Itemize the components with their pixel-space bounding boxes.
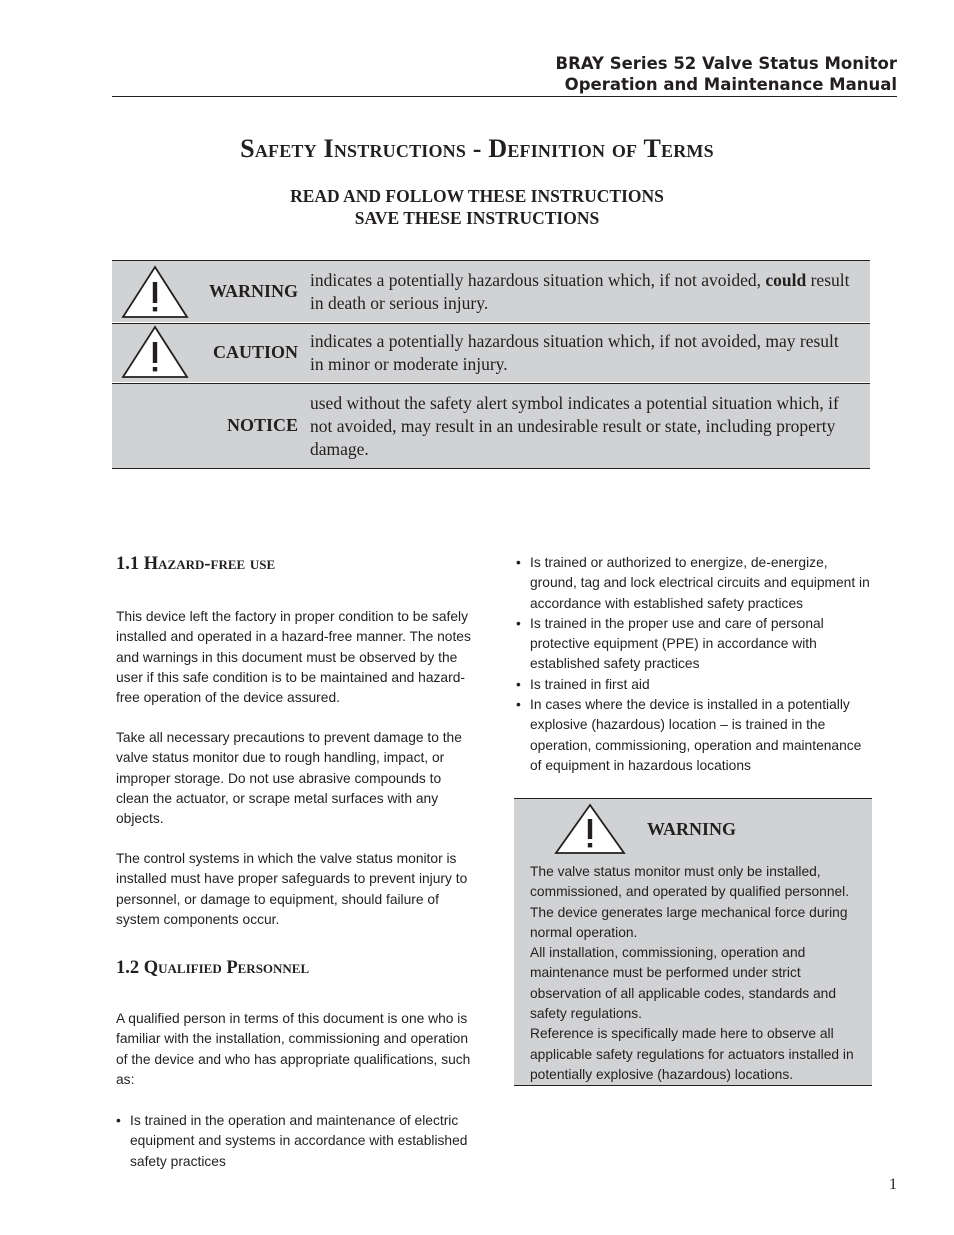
definitions-table xyxy=(112,260,870,469)
subtitle-save: SAVE THESE INSTRUCTIONS xyxy=(354,208,600,228)
paragraph: This device left the factory in proper condition to be safely installed and operated in a hazard-free manner. The notes and warnings in this document must be observed by the user if this safe condition is to be maintained and hazard-free operation of the device assured. xyxy=(116,609,471,706)
definition-text-notice: used without the safety alert symbol indicates a potential situation which, if not avoided, may result in an undesirable result or state, including property damage. xyxy=(310,393,839,459)
subtitle-read-follow: READ AND FOLLOW THESE INSTRUCTIONS xyxy=(290,186,664,206)
definition-row-notice xyxy=(112,382,870,469)
paragraph: All installation, commissioning, operation and maintenance must be performed under strict observation of all applicable codes, standards and safety regulations. xyxy=(530,945,837,1022)
warning-triangle-icon xyxy=(554,803,626,855)
warning-box-title: WARNING xyxy=(647,819,737,839)
definition-label-notice: NOTICE xyxy=(226,415,298,435)
running-header xyxy=(556,53,897,95)
paragraph: Reference is specifically made here to observe all applicable safety regulations for actuators installed in potentially explosive (hazardous) locations. xyxy=(530,1026,854,1082)
emphasis-could: could xyxy=(765,270,807,290)
paragraph: The control systems in which the valve status monitor is installed must have proper safeguards to prevent injury to personnel, or damage to equipment, should failure of system components occur. xyxy=(116,851,468,927)
header-divider xyxy=(112,96,897,97)
header-product-title: BRAY Series 52 Valve Status Monitor xyxy=(555,54,897,73)
definition-row-warning xyxy=(112,260,870,322)
warning-triangle-icon xyxy=(121,325,189,379)
list-item: • In cases where the device is installed in a potentially explosive (hazardous) location – is trained in the operation, commissioning, operation and maintenance of equipment in hazardous locations xyxy=(516,695,876,776)
list-item: • Is trained in first aid xyxy=(516,675,876,695)
paragraph: Take all necessary precautions to prevent damage to the valve status monitor due to rough handling, impact, or improper storage. Do not use abrasive compounds to clean the actuator, or scrape metal surfaces with any objects. xyxy=(116,730,462,827)
qualifications-list-right xyxy=(516,553,876,776)
definition-text-warning: indicates a potentially hazardous situation which, if not avoided, could result in death or serious injury. xyxy=(310,270,850,313)
qualifications-list-left xyxy=(116,1111,476,1172)
list-item: • Is trained or authorized to energize, de-energize, ground, tag and lock electrical circuits and equipment in accordance with established safety practices xyxy=(516,553,876,614)
definition-row-caution xyxy=(112,322,870,382)
list-item: • Is trained in the proper use and care of personal protective equipment (PPE) in accordance with established safety practices xyxy=(516,614,876,675)
warning-box xyxy=(514,798,872,1086)
definition-label-caution: CAUTION xyxy=(212,342,298,362)
section-heading-qualified-personnel: 1.2 Qualified Personnel xyxy=(116,958,310,978)
warning-box-text xyxy=(530,862,862,1085)
list-item: • Is trained in the operation and maintenance of electric equipment and systems in accordance with established safety practices xyxy=(116,1111,476,1172)
definition-text-caution: indicates a potentially hazardous situation which, if not avoided, may result in minor or moderate injury. xyxy=(310,331,839,374)
paragraph: A qualified person in terms of this document is one who is familiar with the installation, commissioning and operation of the device and who has appropriate qualifications, such as: xyxy=(116,1011,471,1087)
paragraph: The valve status monitor must only be installed, commissioned, and operated by qualified personnel. The device generates large mechanical force during normal operation. xyxy=(530,864,850,940)
section-heading-hazard-free-use: 1.1 Hazard-free use xyxy=(116,554,276,574)
warning-triangle-icon xyxy=(121,265,189,319)
page-number: 1 xyxy=(889,1176,897,1193)
header-manual-title: Operation and Maintenance Manual xyxy=(564,75,897,94)
definition-label-warning: WARNING xyxy=(208,281,298,301)
page-title: Safety Instructions - Definition of Terms xyxy=(240,134,714,163)
